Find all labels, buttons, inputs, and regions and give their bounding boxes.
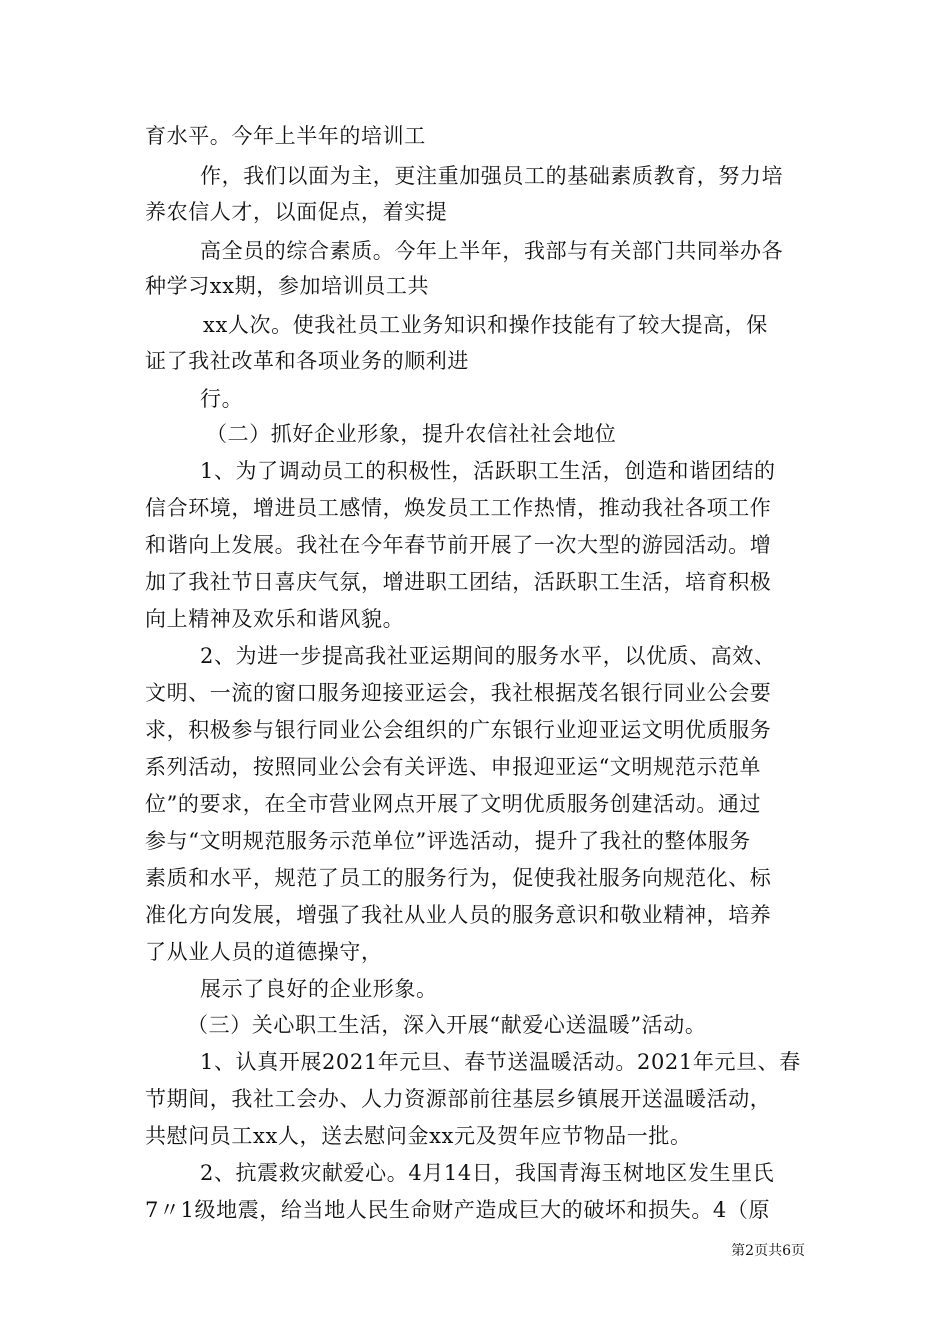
text-line: 和谐向上发展。我社在今年春节前开展了一次大型的游园活动。增 <box>145 533 772 557</box>
text-line: 位”的要求，在全市营业网点开展了文明优质服务创建活动。通过 <box>145 792 762 816</box>
text-line: 育水平。今年上半年的培训工 <box>145 124 426 148</box>
section-heading: （三）关心职工生活，深入开展“献爱心送温暖”活动。 <box>187 1013 707 1037</box>
text-line: 了从业人员的道德操守， <box>145 940 383 964</box>
text-line: 高全员的综合素质。今年上半年，我部与有关部门共同举办各 <box>200 239 784 263</box>
text-line: 展示了良好的企业形象。 <box>200 977 438 1001</box>
text-line: 种学习xx期，参加培训员工共 <box>145 274 430 298</box>
text-line: 准化方向发展，增强了我社从业人员的服务意识和敬业精神，培养 <box>145 903 772 927</box>
text-line: 节期间，我社工会办、人力资源部前往基层乡镇展开送温暖活动， <box>145 1087 772 1111</box>
text-line: 素质和水平，规范了员工的服务行为，促使我社服务向规范化、标 <box>145 866 772 890</box>
text-line: 向上精神及欢乐和谐风貌。 <box>145 607 405 631</box>
page-number: 第2页共6页 <box>731 1243 805 1259</box>
text-line: xx人次。使我社员工业务知识和操作技能有了较大提高，保 <box>203 313 768 337</box>
text-line: 系列活动，按照同业公会有关评选、申报迎亚运“文明规范示范单 <box>145 755 762 779</box>
text-line: 作，我们以面为主，更注重加强员工的基础素质教育，努力培 <box>200 164 784 188</box>
text-line: 1、为了调动员工的积极性，活跃职工生活，创造和谐团结的 <box>200 459 776 483</box>
text-line: 行。 <box>200 387 244 411</box>
text-line: 2、抗震救灾献爱心。4月14日，我国青海玉树地区发生里氏 <box>200 1161 775 1185</box>
section-heading: （二）抓好企业形象，提升农信社社会地位 <box>206 422 617 446</box>
text-line: 养农信人才，以面促点，着实提 <box>145 200 448 224</box>
text-line: 参与“文明规范服务示范单位”评选活动，提升了我社的整体服务 <box>145 829 751 853</box>
text-line: 共慰问员工xx人，送去慰问金xx元及贺年应节物品一批。 <box>145 1124 692 1148</box>
text-line: 2、为进一步提高我社亚运期间的服务水平，以优质、高效、 <box>200 644 776 668</box>
text-line: 信合环境，增进员工感情，焕发员工工作热情，推动我社各项工作 <box>145 496 772 520</box>
text-line: 求，积极参与银行同业公会组织的广东银行业迎亚运文明优质服务 <box>145 718 772 742</box>
text-line: 7〃1级地震，给当地人民生命财产造成巨大的破坏和损失。4（原 <box>145 1198 771 1222</box>
text-line: 1、认真开展2021年元旦、春节送温暖活动。2021年元旦、春 <box>200 1050 801 1074</box>
text-line: 加了我社节日喜庆气氛，增进职工团结，活跃职工生活，培育积极 <box>145 570 772 594</box>
text-line: 文明、一流的窗口服务迎接亚运会，我社根据茂名银行同业公会要 <box>145 681 772 705</box>
text-line: 证了我社改革和各项业务的顺利进 <box>145 349 469 373</box>
